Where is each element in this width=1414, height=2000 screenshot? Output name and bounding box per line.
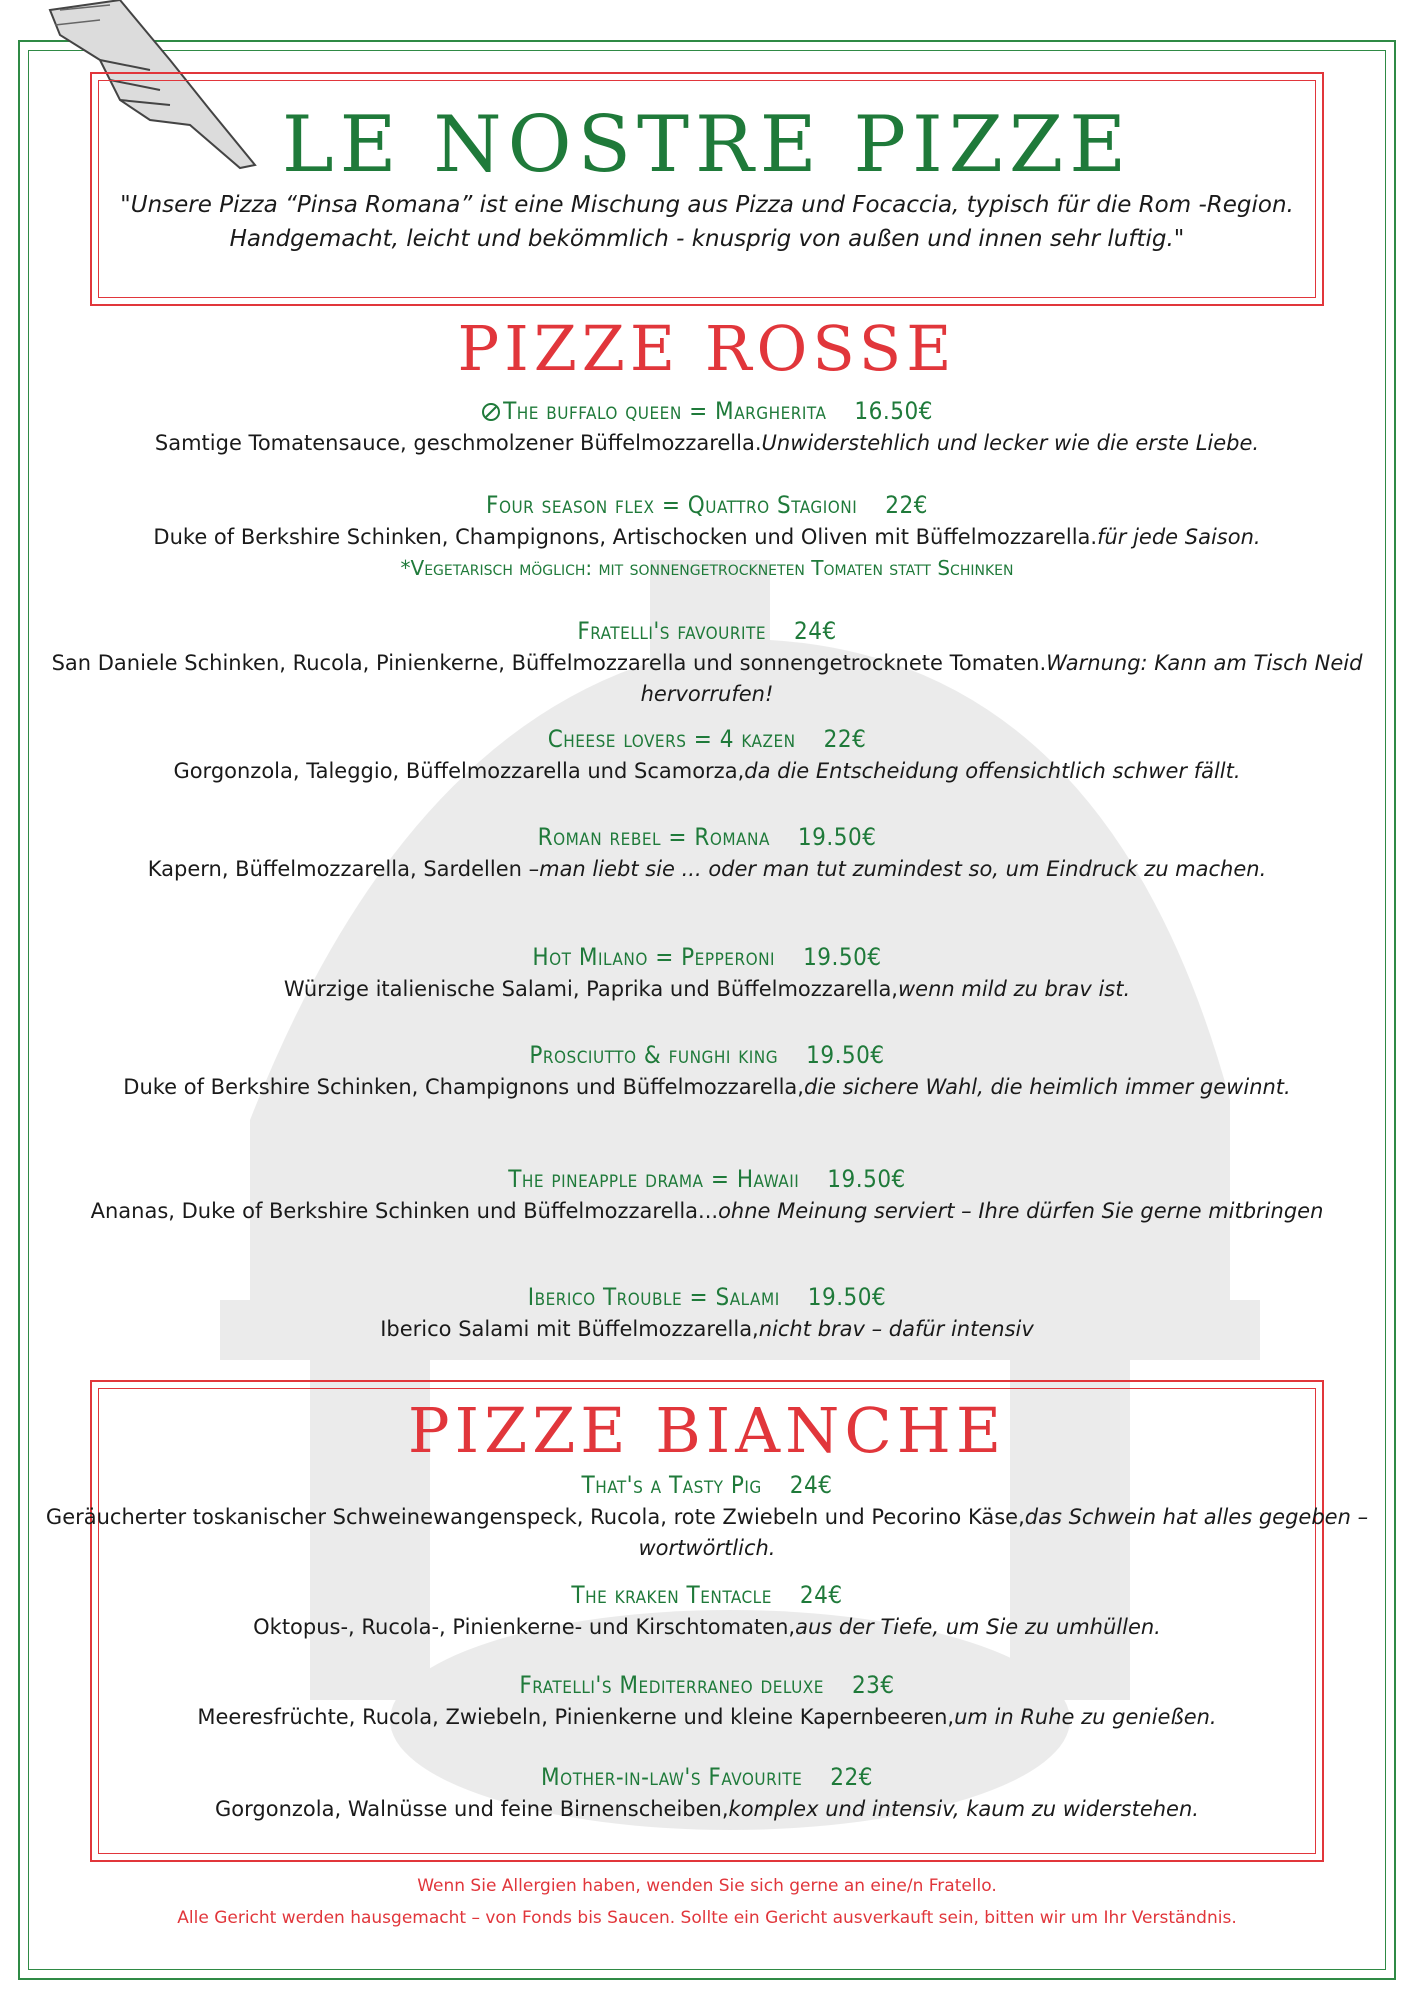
description-italic: für jede Saison.: [1097, 525, 1261, 549]
menu-item-name: Fratelli's Mediterraneo deluxe: [519, 1671, 824, 1699]
description-italic: Warnung: Kann am Tisch Neid hervorrufen!: [640, 651, 1363, 706]
menu-item: [40, 488, 1374, 583]
menu-item-description: [40, 756, 1374, 787]
menu-item-title: [40, 1468, 1374, 1502]
menu-item-name: The kraken Tentacle: [571, 1581, 772, 1609]
menu-item-price: 19.50€: [803, 943, 882, 971]
menu-item-name: Prosciutto & funghi king: [529, 1041, 779, 1069]
menu-item: [40, 1760, 1374, 1825]
menu-item-name: The pineapple drama = Hawaii: [508, 1165, 800, 1193]
menu-item: [40, 1468, 1374, 1564]
menu-item-title: [40, 1578, 1374, 1612]
description-italic: man liebt sie ... oder man tut zumindest so, um Eindruck zu machen.: [539, 857, 1267, 881]
description-text: Ananas, Duke of Berkshire Schinken und Büffelmozzarella...: [90, 1199, 719, 1223]
menu-item-description: [40, 1196, 1374, 1227]
description-text: Meeresfrüchte, Rucola, Zwiebeln, Pinienkerne und kleine Kapernbeeren,: [197, 1705, 955, 1729]
menu-item-name: Iberico Trouble = Salami: [527, 1283, 780, 1311]
description-italic: wenn mild zu brav ist.: [898, 977, 1131, 1001]
menu-item-price: 22€: [823, 725, 867, 753]
menu-item-name: Cheese lovers = 4 kazen: [547, 725, 796, 753]
description-italic: die sichere Wahl, die heimlich immer gewinnt.: [803, 1075, 1291, 1099]
intro-text: "Unsere Pizza “Pinsa Romana” ist eine Mischung aus Pizza und Focaccia, typisch für die Rom -Region. Handgemacht, leicht und bekömmlich - knusprig von außen und innen sehr luftig.": [120, 192, 1294, 252]
menu-item-name: Roman rebel = Romana: [537, 823, 770, 851]
menu-item-title: [40, 488, 1374, 522]
menu-item: [40, 614, 1374, 710]
menu-item-title: [40, 1760, 1374, 1794]
page-title: LE NOSTRE PIZZE: [281, 100, 1133, 190]
description-text: San Daniele Schinken, Rucola, Pinienkerne, Büffelmozzarella und sonnengetrocknete Tomaten.: [51, 651, 1047, 675]
description-text: Kapern, Büffelmozzarella, Sardellen –: [147, 857, 540, 881]
description-italic: aus der Tiefe, um Sie zu umhüllen.: [795, 1615, 1161, 1639]
menu-item-name: The buffalo queen = Margherita: [503, 397, 827, 425]
menu-item-description: [40, 1314, 1374, 1345]
description-text: Geräucherter toskanischer Schweinewangenspeck, Rucola, rote Zwiebeln und Pecorino Käse,: [45, 1505, 1025, 1529]
menu-item-price: 19.50€: [806, 1041, 885, 1069]
footer-homemade: Alle Gericht werden hausgemacht – von Fonds bis Saucen. Sollte ein Gericht ausverkauft sein, bitten wir um Ihr Verständnis.: [177, 1908, 1237, 1928]
section-title-bianche: PIZZE BIANCHE: [407, 1394, 1007, 1467]
menu-item-note: *Vegetarisch möglich: mit sonnengetrockneten Tomaten statt Schinken: [400, 556, 1014, 580]
menu-item: [40, 394, 1374, 459]
description-italic: das Schwein hat alles gegeben – wortwörtlich.: [638, 1505, 1369, 1560]
menu-item-description: [40, 854, 1374, 885]
menu-item-name: Four season flex = Quattro Stagioni: [486, 491, 858, 519]
description-italic: um in Ruhe zu genießen.: [954, 1705, 1217, 1729]
menu-item-price: 24€: [799, 1581, 843, 1609]
menu-item: [40, 1038, 1374, 1103]
menu-item-description: [40, 522, 1374, 553]
menu-item-price: 22€: [830, 1763, 873, 1791]
description-italic: Unwiderstehlich und lecker wie die erste Liebe.: [761, 431, 1260, 455]
menu-item: [40, 1280, 1374, 1345]
section-title-rosse: PIZZE ROSSE: [457, 312, 957, 385]
menu-item: [40, 820, 1374, 885]
menu-item-title: [40, 722, 1374, 756]
footer-allergy: Wenn Sie Allergien haben, wenden Sie sich gerne an eine/n Fratello.: [417, 1876, 997, 1896]
menu-item: [40, 722, 1374, 787]
menu-item-price: 24€: [789, 1471, 833, 1499]
menu-item-title: [40, 820, 1374, 854]
menu-item-description: [40, 428, 1374, 459]
description-text: Gorgonzola, Taleggio, Büffelmozzarella und Scamorza,: [173, 759, 745, 783]
description-text: Gorgonzola, Walnüsse und feine Birnenscheiben,: [215, 1797, 729, 1821]
menu-item-price: 16.50€: [854, 397, 933, 425]
menu-item: [40, 1578, 1374, 1643]
description-italic: ohne Meinung serviert – Ihre dürfen Sie gerne mitbringen: [718, 1199, 1324, 1223]
menu-item-price: 19.50€: [807, 1283, 887, 1311]
description-text: Duke of Berkshire Schinken, Champignons und Büffelmozzarella,: [123, 1075, 804, 1099]
leaf-icon: [481, 402, 501, 422]
menu-item-name: That's a Tasty Pig: [581, 1471, 762, 1499]
description-italic: komplex und intensiv, kaum zu widerstehen.: [728, 1797, 1199, 1821]
description-italic: nicht brav – dafür intensiv: [758, 1317, 1034, 1341]
menu-item: [40, 1668, 1374, 1733]
menu-item-title: [40, 940, 1374, 974]
menu-item-description: [40, 648, 1374, 710]
menu-item-description: [40, 1072, 1374, 1103]
menu-item-title: [40, 1162, 1374, 1196]
menu-item-name: Fratelli's favourite: [577, 617, 766, 645]
menu-item-description: [40, 1502, 1374, 1564]
description-text: Iberico Salami mit Büffelmozzarella,: [380, 1317, 759, 1341]
menu-item-price: 22€: [885, 491, 928, 519]
menu-item-price: 19.50€: [797, 823, 877, 851]
menu-item-description: [40, 974, 1374, 1005]
description-italic: da die Entscheidung offensichtlich schwer fällt.: [744, 759, 1241, 783]
menu-item-name: Hot Milano = Pepperoni: [532, 943, 776, 971]
description-text: Oktopus-, Rucola-, Pinienkerne- und Kirschtomaten,: [253, 1615, 796, 1639]
menu-item-description: [40, 1612, 1374, 1643]
menu-item-price: 19.50€: [827, 1165, 906, 1193]
menu-item-title: [40, 614, 1374, 648]
menu-item-description: [40, 1702, 1374, 1733]
menu-item-title: [40, 394, 1374, 428]
menu-item-title: [40, 1668, 1374, 1702]
menu-item-price: 23€: [851, 1671, 895, 1699]
menu-item-title: [40, 1280, 1374, 1314]
description-text: Samtige Tomatensauce, geschmolzener Büffelmozzarella.: [154, 431, 762, 455]
menu-item: [40, 1162, 1374, 1227]
menu-item-title: [40, 1038, 1374, 1072]
description-text: Duke of Berkshire Schinken, Champignons, Artischocken und Oliven mit Büffelmozzarella.: [153, 525, 1098, 549]
menu-item-price: 24€: [793, 617, 837, 645]
menu-item: [40, 940, 1374, 1005]
description-text: Würzige italienische Salami, Paprika und Büffelmozzarella,: [283, 977, 898, 1001]
menu-item-description: [40, 1794, 1374, 1825]
menu-item-name: Mother-in-law's Favourite: [541, 1763, 803, 1791]
